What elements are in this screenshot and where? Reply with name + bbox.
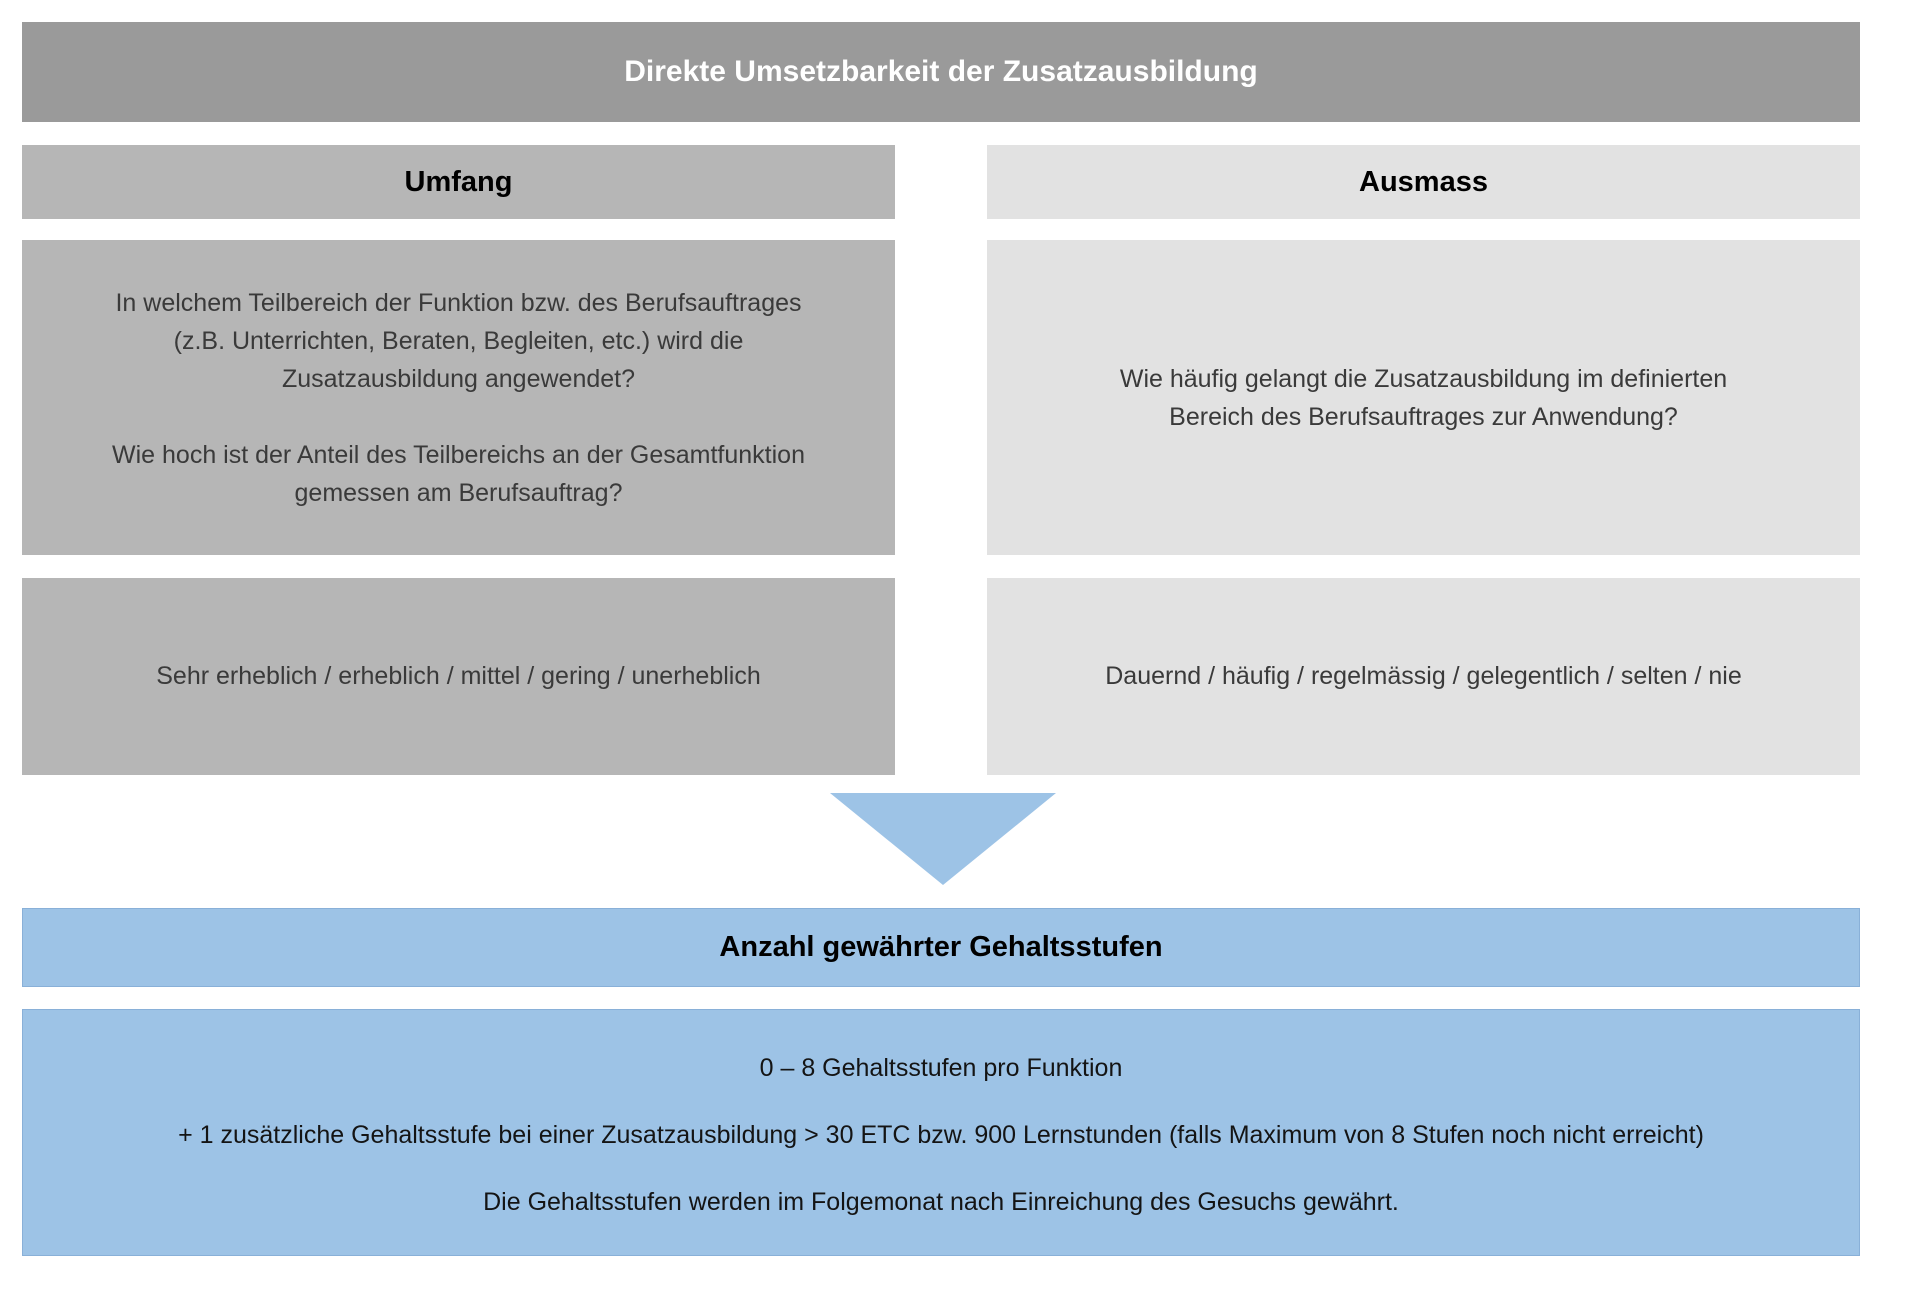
result-header-title: Anzahl gewährter Gehaltsstufen: [719, 931, 1163, 963]
result-box: [22, 1009, 1860, 1256]
result-line: Die Gehaltsstufen werden im Folgemonat nach Einreichung des Gesuchs gewährt.: [483, 1188, 1399, 1216]
umfang-question-box: [22, 240, 895, 555]
main-header: [22, 22, 1860, 122]
umfang-header-label: Umfang: [404, 165, 513, 198]
main-header-title: Direkte Umsetzbarkeit der Zusatzausbildung: [624, 55, 1258, 88]
ausmass-header-box: [987, 145, 1860, 219]
ausmass-question-box: [987, 240, 1860, 555]
result-line: + 1 zusätzliche Gehaltsstufe bei einer Zusatzausbildung > 30 ETC bzw. 900 Lernstunden (falls Maximum von 8 Stufen noch nicht erreicht): [178, 1121, 1704, 1149]
result-line: 0 – 8 Gehaltsstufen pro Funktion: [759, 1054, 1123, 1082]
umfang-question-line: gemessen am Berufsauftrag?: [294, 478, 623, 507]
umfang-header-box: [22, 145, 895, 219]
umfang-question-line: (z.B. Unterrichten, Beraten, Begleiten, etc.) wird die: [173, 326, 744, 355]
umfang-question-line: Zusatzausbildung angewendet?: [281, 364, 636, 393]
umfang-options-text: Sehr erheblich / erheblich / mittel / gering / unerheblich: [156, 662, 761, 690]
umfang-options-box: [22, 578, 895, 775]
ausmass-question-line: Bereich des Berufsauftrages zur Anwendung?: [1169, 402, 1678, 431]
ausmass-options-text: Dauernd / häufig / regelmässig / gelegentlich / selten / nie: [1105, 662, 1742, 690]
ausmass-question-line: Wie häufig gelangt die Zusatzausbildung im definierten: [1119, 364, 1728, 393]
down-arrow-icon: [830, 793, 1056, 885]
ausmass-options-box: [987, 578, 1860, 775]
result-header: [22, 908, 1860, 987]
umfang-question-line: Wie hoch ist der Anteil des Teilbereichs an der Gesamtfunktion: [112, 440, 805, 469]
umfang-question-line: In welchem Teilbereich der Funktion bzw. des Berufsauftrages: [115, 288, 802, 317]
ausmass-header-label: Ausmass: [1359, 165, 1488, 198]
